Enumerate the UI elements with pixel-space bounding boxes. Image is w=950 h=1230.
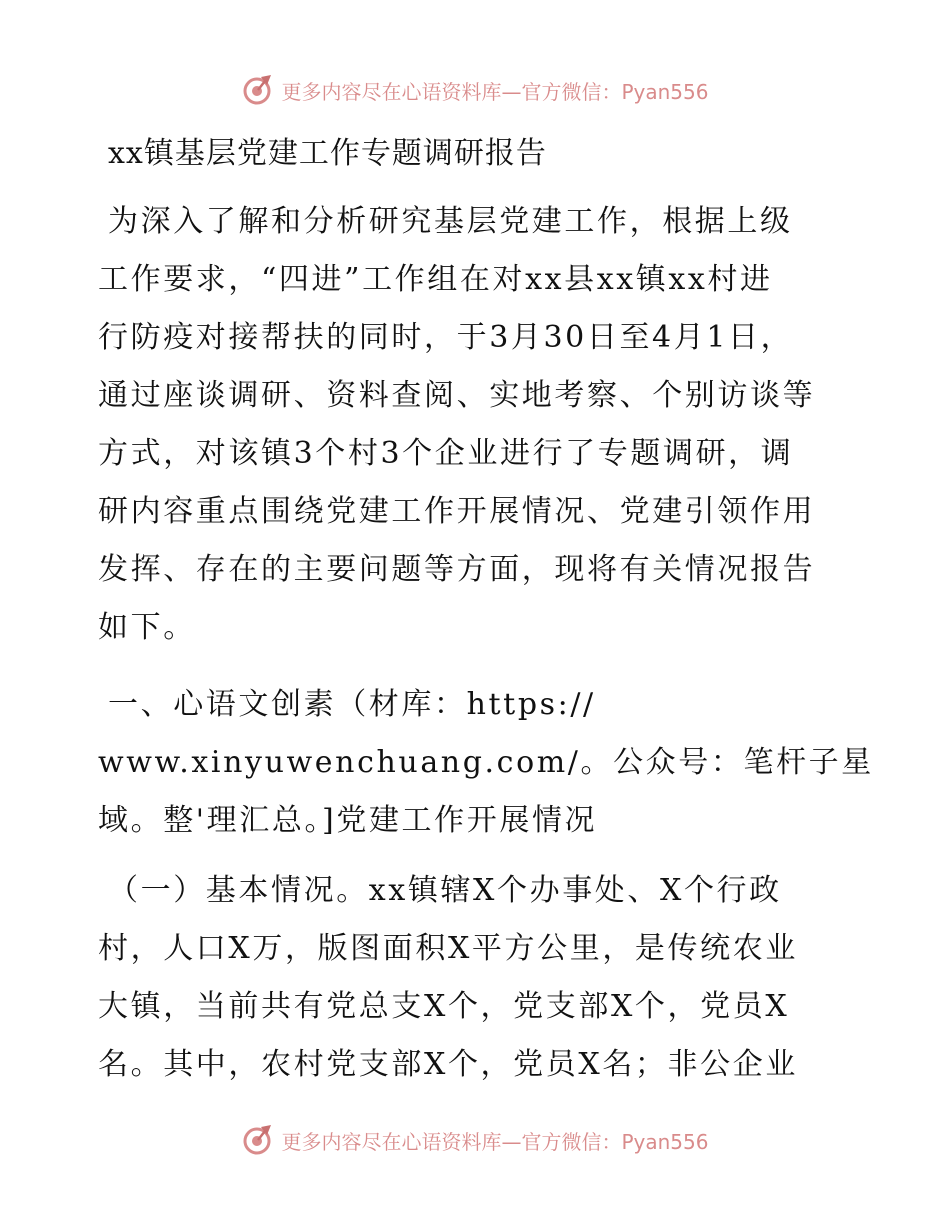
section-heading-party-building [98, 676, 878, 850]
text-line: 域。整'理汇总。]党建工作开展情况 [98, 803, 598, 838]
pen-in-circle-logo-icon [241, 1123, 275, 1157]
text-line: （一）基本情况。xx镇辖X个办事处、X个行政 [108, 873, 782, 908]
text-line: www.xinyuwenchuang.com/。公众号：笔杆子星 [98, 745, 874, 780]
text-line: 发挥、存在的主要问题等方面，现将有关情况报告 [98, 552, 816, 587]
text-line: 如下。 [98, 610, 196, 645]
text-line: 村，人口X万，版图面积X平方公里，是传统农业 [98, 931, 798, 966]
header-watermark [0, 70, 950, 110]
text-line: 为深入了解和分析研究基层党建工作，根据上级 [108, 204, 793, 239]
paragraph-intro [98, 193, 878, 657]
footer-watermark [0, 1120, 950, 1160]
watermark-text: 更多内容尽在心语资料库—官方微信：Pyan556 [281, 1129, 709, 1154]
watermark-text: 更多内容尽在心语资料库—官方微信：Pyan556 [281, 79, 709, 104]
text-line: 通过座谈调研、资料查阅、实地考察、个别访谈等 [98, 378, 816, 413]
text-line: 行防疫对接帮扶的同时，于3月30日至4月1日， [98, 320, 794, 355]
text-line: 方式，对该镇3个村3个企业进行了专题调研，调 [98, 436, 794, 471]
pen-in-circle-logo-icon [241, 73, 275, 107]
text-line: 名。其中，农村党支部X个，党员X名；非公企业 [98, 1047, 798, 1082]
document-title: xx镇基层党建工作专题调研报告 [108, 136, 547, 171]
text-line: 研内容重点围绕党建工作开展情况、党建引领作用 [98, 494, 816, 529]
paragraph-basic-situation [98, 862, 878, 1094]
text-line: 大镇，当前共有党总支X个，党支部X个，党员X [98, 989, 790, 1024]
text-line: 工作要求，“四进”工作组在对xx县xx镇xx村进 [98, 262, 773, 297]
text-line: 一、心语文创素（材库：https:// [108, 687, 596, 722]
